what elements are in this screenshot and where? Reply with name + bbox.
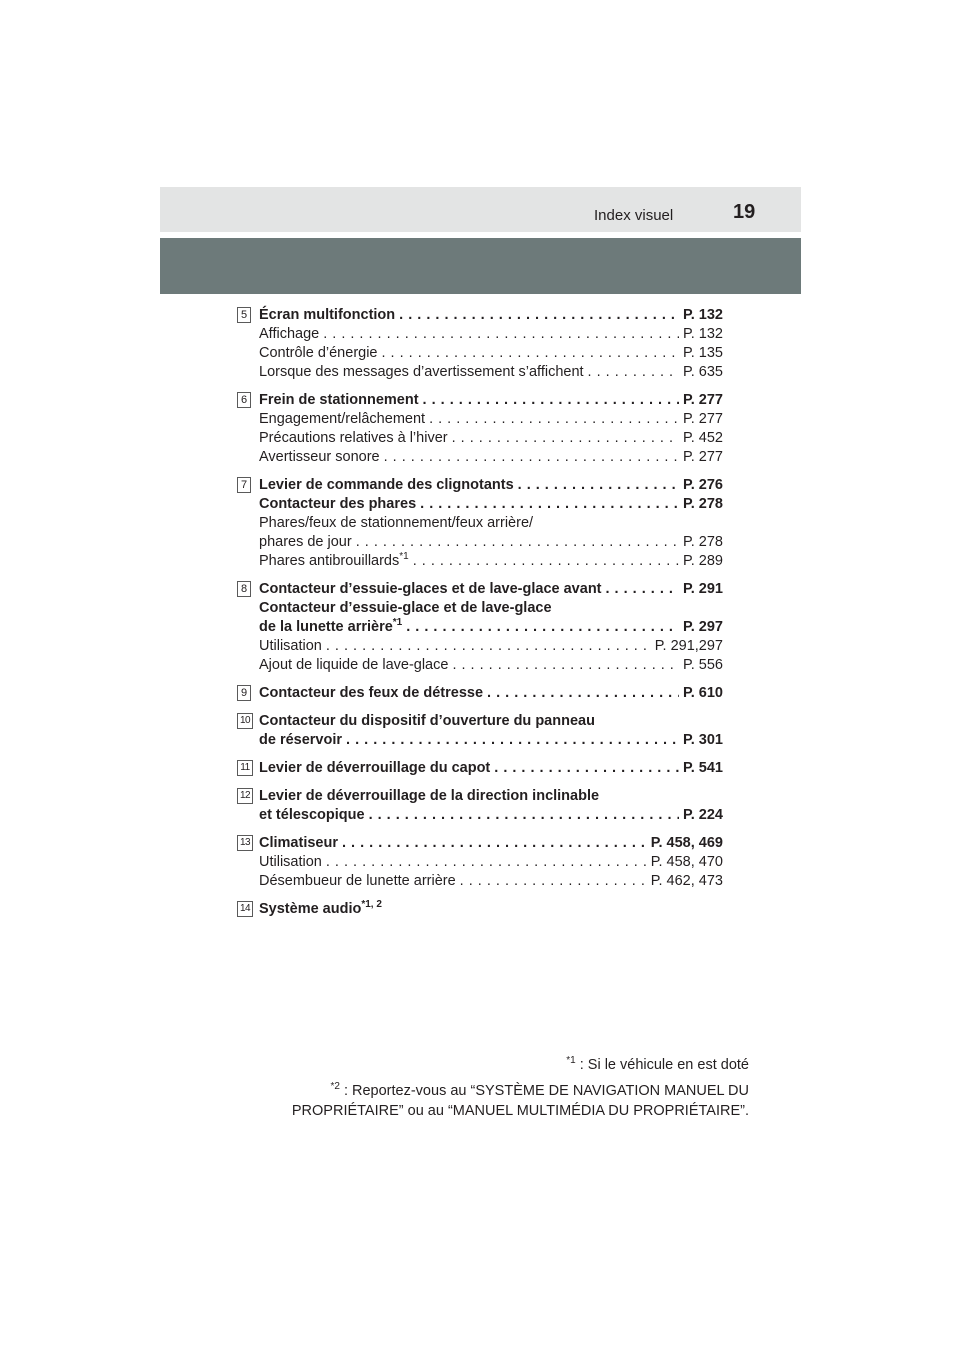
entry-number-badge: 5 — [237, 307, 251, 323]
entry-title-row: Levier de déverrouillage de la direction inclinable — [259, 788, 600, 804]
entry-title-row[interactable]: de réservoir . . . P. 301 — [259, 731, 723, 750]
sub-entry-row[interactable]: Précautions relatives à l’hiver . . . P. 452 — [259, 429, 723, 448]
footnote-ref: *1 — [399, 551, 409, 562]
entry-number-badge: 11 — [237, 760, 253, 776]
footnote-ref: *1 — [392, 617, 403, 628]
footnote-1: $^{*1}$ : Si le véhicule en est doté — [566, 1055, 749, 1073]
sub-entry-row[interactable]: Lorsque des messages d’avertissement s’affichent . . . P. 635 — [259, 363, 723, 382]
entry-title-row: Contacteur d’essuie-glace et de lave-glace — [259, 600, 552, 616]
entry-title-row: Contacteur du dispositif d’ouverture du panneau — [259, 713, 595, 729]
section-banner — [160, 238, 801, 294]
footnote-mark: *1 — [566, 1055, 576, 1066]
entry-title-row[interactable]: Contacteur d’essuie-glaces et de lave-glace avant . . . P. 291 — [259, 580, 723, 599]
sub-entry-row[interactable]: phares de jour . . . P. 278 — [259, 533, 723, 552]
footnote-ref: *1, 2 — [361, 899, 382, 910]
entry-title-row[interactable]: Contacteur des phares . . . P. 278 — [259, 495, 723, 514]
index-list — [237, 306, 723, 919]
footnotes — [292, 1055, 749, 1121]
entry-number-badge: 13 — [237, 835, 253, 851]
header-band — [160, 187, 801, 232]
footnote-2: $^{*2}$ : Reportez-vous au “SYSTÈME DE NAVIGATION MANUEL DU — [330, 1081, 749, 1099]
entry-12 — [237, 787, 723, 825]
entry-title-row[interactable]: Écran multifonction . . . P. 132 — [259, 306, 723, 325]
entry-title-row[interactable]: Levier de déverrouillage du capot . . . P. 541 — [259, 759, 723, 778]
entry-7 — [237, 476, 723, 571]
entry-5 — [237, 306, 723, 382]
sub-entry-row[interactable]: Utilisation . . . P. 458, 470 — [259, 853, 723, 872]
sub-entry-row[interactable]: Affichage . . . P. 132 — [259, 325, 723, 344]
entry-13 — [237, 834, 723, 891]
entry-number-badge: 6 — [237, 392, 251, 408]
sub-entry-row[interactable]: Engagement/relâchement . . . P. 277 — [259, 410, 723, 429]
sub-entry-row[interactable]: Désembueur de lunette arrière . . . P. 462, 473 — [259, 872, 723, 891]
entry-11 — [237, 759, 723, 778]
section-title: Index visuel — [594, 207, 674, 224]
entry-number-badge: 14 — [237, 901, 253, 917]
footnote-2-continued: PROPRIÉTAIRE” ou au “MANUEL MULTIMÉDIA DU PROPRIÉTAIRE”. — [291, 1103, 749, 1119]
entry-14 — [237, 900, 723, 919]
entry-10 — [237, 712, 723, 750]
sub-entry-row[interactable]: Utilisation . . . P. 291,297 — [259, 637, 723, 656]
entry-number-badge: 9 — [237, 685, 251, 701]
entry-number-badge: 7 — [237, 477, 251, 493]
entry-title-row[interactable]: Frein de stationnement . . . P. 277 — [259, 391, 723, 410]
entry-title-row[interactable]: Levier de commande des clignotants . . . P. 276 — [259, 476, 723, 495]
entry-number-badge: 10 — [237, 713, 253, 729]
entry-title-row[interactable]: Système audio$^{*1, 2}$ — [259, 899, 382, 917]
sub-entry-row[interactable]: Avertisseur sonore . . . P. 277 — [259, 448, 723, 467]
entry-9 — [237, 684, 723, 703]
entry-number-badge: 8 — [237, 581, 251, 597]
entry-title-row[interactable]: et télescopique . . . P. 224 — [259, 806, 723, 825]
entry-title-row[interactable]: de la lunette arrière$^{*1}$ . . . P. 297 — [259, 618, 723, 637]
entry-title-row[interactable]: Climatiseur . . . P. 458, 469 — [259, 834, 723, 853]
entry-title-row[interactable]: Contacteur des feux de détresse . . . P. 610 — [259, 684, 723, 703]
entry-8 — [237, 580, 723, 675]
sub-entry-row: Phares/feux de stationnement/feux arrière/ — [259, 515, 534, 531]
entry-6 — [237, 391, 723, 467]
footnote-mark: *2 — [330, 1081, 340, 1092]
entry-number-badge: 12 — [237, 788, 253, 804]
sub-entry-row[interactable]: Phares antibrouillards$^{*1}$ . . . P. 289 — [259, 552, 723, 571]
sub-entry-row[interactable]: Ajout de liquide de lave-glace . . . P. 556 — [259, 656, 723, 675]
page-number: 19 — [733, 201, 756, 223]
sub-entry-row[interactable]: Contrôle d’énergie . . . P. 135 — [259, 344, 723, 363]
